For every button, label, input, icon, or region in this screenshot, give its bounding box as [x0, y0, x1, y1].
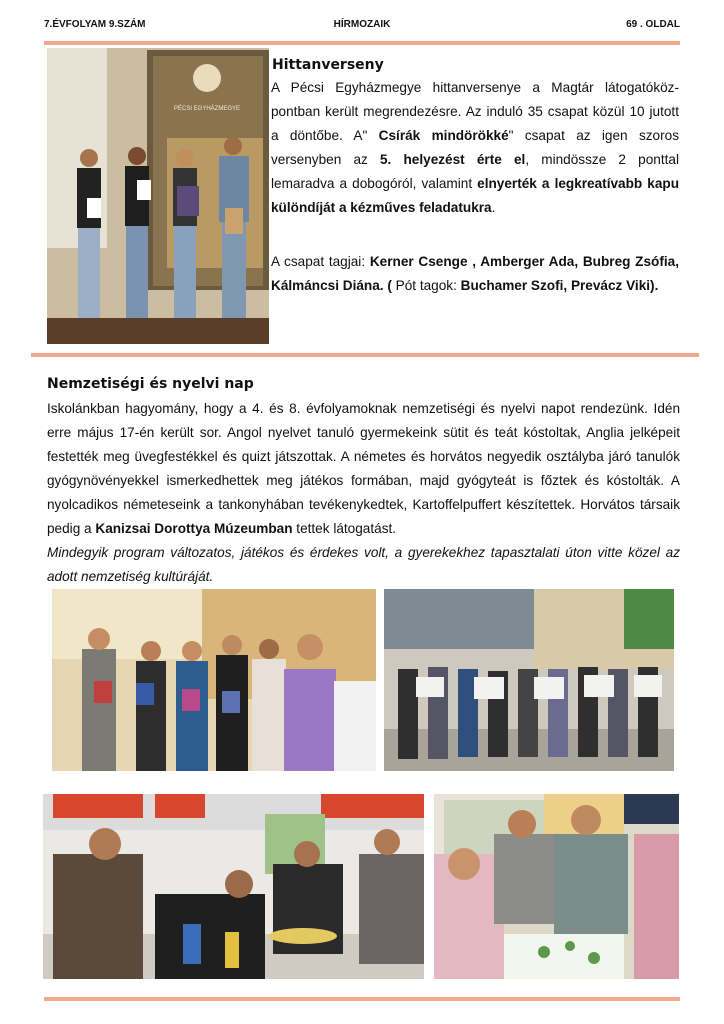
article2-p1-text-a: Iskolánkban hagyomány, hogy a 4. és 8. évfolyamoknak nemzetiségi és nyelvi napot rendezünk. Idén erre május 17-én került sor. Angol nyelvet tanuló gyermekeink sütit és teát kóstoltak, Anglia jelképeit festették meg üvegfestékkel és quizt játszottak. A németes és horvátos negyedik osztályba járó tanulók gyógynövényekkel ismerkedhettek meg játékos formában, majd gyógyteát is főztek és kóstolták. A nyolcadikos németeseink a tankonyhában tevékenykedtek, Kartoffelpuffert készítettek. Horvátos társaik pedig a [47, 401, 680, 536]
quiz-team-photo [47, 48, 269, 344]
article1-p1-text-c: " csapat az igen szoros versenyben az [271, 128, 680, 167]
article-title-hittanverseny: Hittanverseny [272, 57, 384, 73]
reserve-label: Pót tagok: [391, 278, 461, 293]
article2-p1-text-c: tettek látogatást. [292, 521, 397, 536]
article1-p1-text-e: , mindössze 2 ponttal lemaradva a dobogóról, valamint [271, 152, 679, 191]
publication-title: HÍRMOZAIK [333, 19, 391, 30]
special-prize-highlight: elnyerték a legkreatívabb kapu különdíját a kézműves feladatukra [271, 176, 680, 215]
article1-paragraph-1 [271, 76, 679, 220]
herbal-tea-activity-photo [434, 794, 679, 979]
herbs-group-photo [384, 589, 674, 771]
cooking-class-photo [43, 794, 424, 979]
page-header [44, 19, 680, 35]
article1-p1-text-g: . [491, 200, 496, 215]
museum-name: Kanizsai Dorottya Múzeumban [95, 521, 293, 536]
article1-paragraph-2 [271, 250, 679, 298]
footer-rule [44, 997, 680, 1001]
banner-text: PÉCSI EGYHÁZMEGYE [173, 106, 241, 112]
article2-paragraph-1 [47, 397, 680, 541]
team-members-label: A csapat tagjai: [271, 254, 370, 269]
section-divider [31, 353, 699, 357]
placement-highlight: 5. helyezést érte el [379, 152, 526, 167]
header-rule [44, 41, 680, 45]
issue-label: 7.ÉVFOLYAM 9.SZÁM [44, 19, 146, 30]
glass-painting-photo [52, 589, 376, 771]
team-members: Kerner Csenge , Amberger Ada, Bubreg Zsófia, Kálmáncsi Diána. ( [271, 254, 679, 293]
team-name: Csírák mindörökké [378, 128, 509, 143]
article1-p1-text-a: A Pécsi Egyházmegye hittanversenye a Magtár látogatóköz-pontban került megrendezésre. Az induló 35 csapat közül 10 jutott a döntőbe. A" [271, 80, 679, 143]
article2-conclusion: Mindegyik program változatos, játékos és érdekes volt, a gyerekekhez tapasztalati úton vitte közel az adott nemzetiség kultúráját. [47, 545, 680, 584]
page-number: 69 . OLDAL [626, 19, 680, 30]
reserve-members: Buchamer Szofi, Prevácz Viki). [460, 278, 659, 293]
article2-paragraph-2 [47, 541, 680, 589]
article-title-nemzetisegi: Nemzetiségi és nyelvi nap [47, 376, 254, 392]
